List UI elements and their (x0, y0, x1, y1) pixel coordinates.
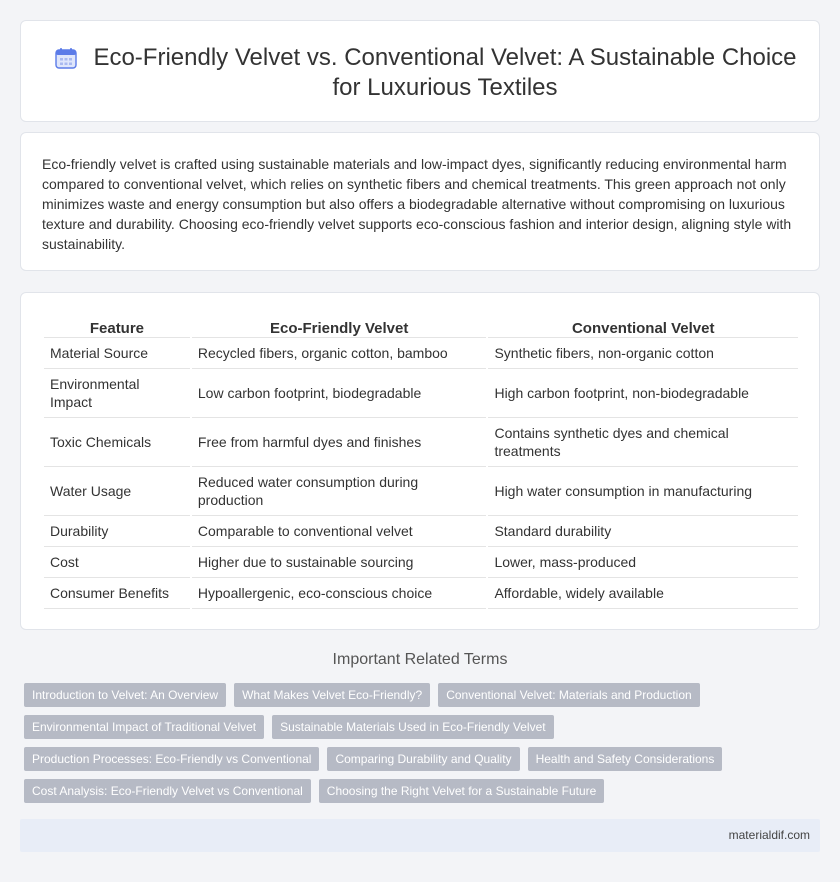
related-term-link[interactable]: Production Processes: Eco-Friendly vs Conventional (24, 747, 319, 771)
tag-row (24, 715, 814, 739)
table-cell: High carbon footprint, non-biodegradable (487, 368, 798, 417)
table-row (43, 546, 798, 577)
table-cell: Reduced water consumption during production (191, 466, 488, 515)
tag-row (24, 683, 814, 707)
table-cell: Free from harmful dyes and finishes (191, 417, 488, 466)
table-cell: Durability (43, 515, 191, 546)
column-header: Conventional Velvet (487, 315, 798, 337)
table-row (43, 577, 798, 608)
table-cell: High water consumption in manufacturing (487, 466, 798, 515)
related-term-link[interactable]: Conventional Velvet: Materials and Production (438, 683, 699, 707)
table-header-row (43, 315, 798, 337)
calendar-icon (55, 47, 77, 69)
tag-row (24, 779, 814, 803)
header-card (20, 20, 820, 122)
table-cell: Synthetic fibers, non-organic cotton (487, 337, 798, 368)
related-terms-list (24, 683, 814, 811)
table-row (43, 337, 798, 368)
footer (20, 819, 820, 852)
table-row (43, 466, 798, 515)
table-cell: Affordable, widely available (487, 577, 798, 608)
table-cell: Higher due to sustainable sourcing (191, 546, 488, 577)
table-cell: Material Source (43, 337, 191, 368)
related-term-link[interactable]: Environmental Impact of Traditional Velvet (24, 715, 264, 739)
table-cell: Environmental Impact (43, 368, 191, 417)
table-cell: Recycled fibers, organic cotton, bamboo (191, 337, 488, 368)
column-header: Feature (43, 315, 191, 337)
intro-paragraph: Eco-friendly velvet is crafted using sustainable materials and low-impact dyes, significantly reducing environmental harm compared to conventional velvet, which relies on synthetic fibers and chemical treatments. This green approach not only minimizes waste and energy consumption but also offers a biodegradable alternative without compromising on luxurious texture and durability. Choosing eco-friendly velvet supports eco-conscious fashion and interior design, aligning style with sustainability. (42, 156, 792, 252)
related-terms-title: Important Related Terms (332, 651, 508, 668)
comparison-table-card (20, 292, 820, 630)
table-row (43, 417, 798, 466)
related-term-link[interactable]: Health and Safety Considerations (528, 747, 723, 771)
table-cell: Cost (43, 546, 191, 577)
table-row (43, 515, 798, 546)
table-cell: Contains synthetic dyes and chemical treatments (487, 417, 798, 466)
table-cell: Toxic Chemicals (43, 417, 191, 466)
comparison-table (42, 315, 798, 609)
column-header: Eco-Friendly Velvet (191, 315, 488, 337)
related-term-link[interactable]: Sustainable Materials Used in Eco-Friendly Velvet (272, 715, 553, 739)
related-term-link[interactable]: What Makes Velvet Eco-Friendly? (234, 683, 430, 707)
related-term-link[interactable]: Choosing the Right Velvet for a Sustainable Future (319, 779, 605, 803)
table-cell: Hypoallergenic, eco-conscious choice (191, 577, 488, 608)
page-title: Eco-Friendly Velvet vs. Conventional Velvet: A Sustainable Choice for Luxurious Textiles (93, 44, 797, 101)
table-cell: Low carbon footprint, biodegradable (191, 368, 488, 417)
related-term-link[interactable]: Comparing Durability and Quality (327, 747, 519, 771)
related-term-link[interactable]: Cost Analysis: Eco-Friendly Velvet vs Conventional (24, 779, 311, 803)
tag-row (24, 747, 814, 771)
intro-card (20, 132, 820, 271)
table-cell: Lower, mass-produced (487, 546, 798, 577)
table-cell: Standard durability (487, 515, 798, 546)
table-cell: Comparable to conventional velvet (191, 515, 488, 546)
footer-site-link[interactable]: materialdif.com (728, 828, 810, 842)
table-cell: Consumer Benefits (43, 577, 191, 608)
table-row (43, 368, 798, 417)
related-term-link[interactable]: Introduction to Velvet: An Overview (24, 683, 226, 707)
table-cell: Water Usage (43, 466, 191, 515)
